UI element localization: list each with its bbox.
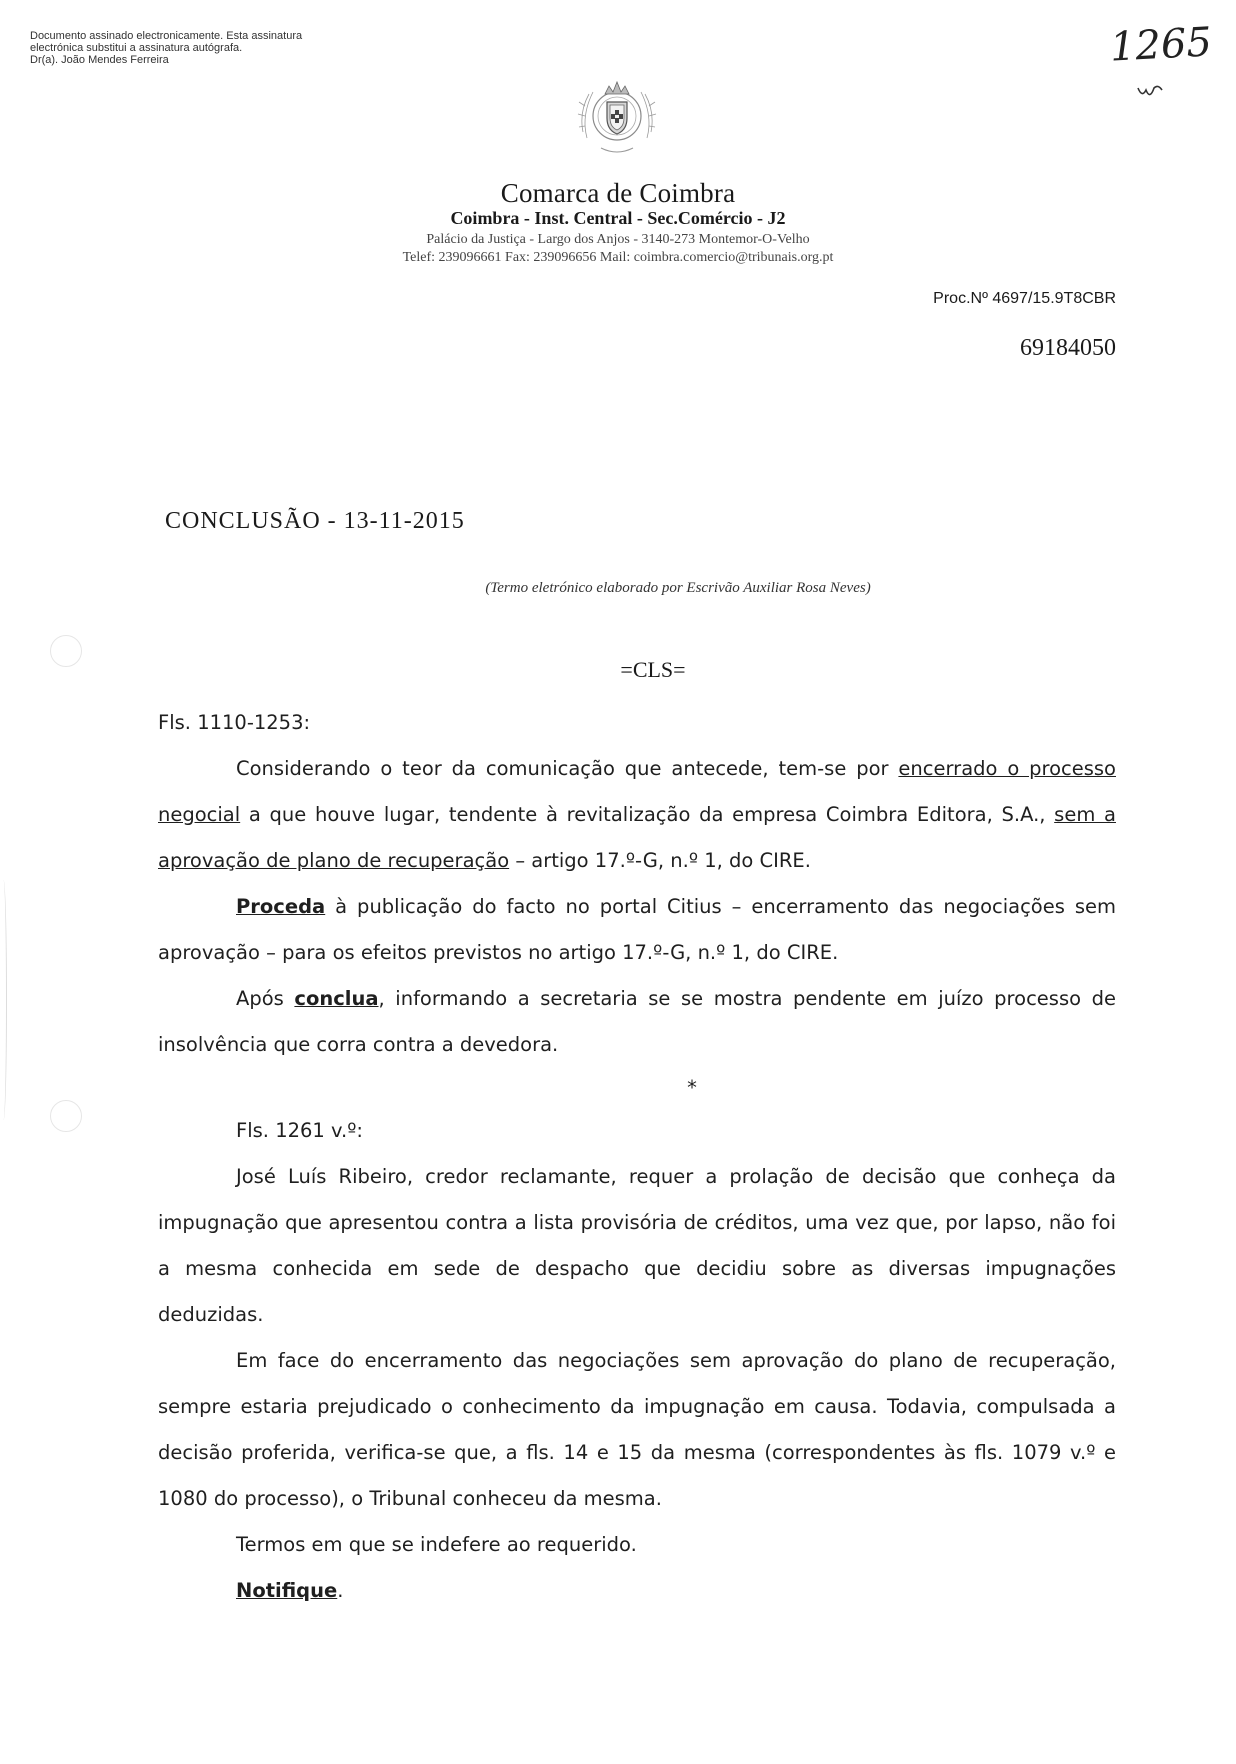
bold-underlined-text: Proceda — [236, 895, 326, 918]
punch-hole — [50, 1100, 82, 1132]
court-name: Comarca de Coimbra — [500, 178, 736, 208]
page-edge-shadow — [0, 880, 7, 1120]
punch-hole — [50, 635, 82, 667]
handwritten-initial-mark — [1136, 82, 1166, 102]
handwritten-page-number: 1265 — [1108, 19, 1213, 71]
cls-mark: =CLS= — [620, 657, 686, 682]
stamp-line: electrónica substitui a assinatura autógrafa. — [30, 42, 243, 54]
section2-paragraph-3: Termos em que se indefere ao requerido. — [236, 1533, 637, 1556]
text-run: Considerando o teor da comunicação que antecede, tem-se por — [236, 757, 899, 780]
text-run: Após — [236, 987, 295, 1010]
document-id: 69184050 — [1020, 335, 1116, 361]
closing-line: Notifique. — [236, 1579, 344, 1602]
order-body — [158, 700, 1116, 1614]
court-address: Palácio da Justiça - Largo dos Anjos - 3140-273 Montemor-O-Velho — [426, 232, 810, 247]
section2-paragraph-2: Em face do encerramento das negociações sem aprovação do plano de recuperação, sempre estaria prejudicado o conhecimento da impugnação em causa. Todavia, compulsada a decisão proferida, verifica-se que, a fls. 14 e 15 da mesma (correspondentes às fls. 1079 v.º e 1080 do processo), o Tribunal conheceu da mesma. — [158, 1349, 1116, 1510]
portuguese-coat-of-arms-emblem — [575, 72, 659, 160]
text-run: à publicação do facto no portal Citius – encerramento das negociações sem aprovação – para os efeitos previstos no artigo 17.º-G, n.º 1, do CIRE. — [158, 895, 1116, 964]
section1-heading: Fls. 1110-1253: — [158, 711, 311, 734]
term-note: (Termo eletrónico elaborado por Escrivão Auxiliar Rosa Neves) — [485, 580, 871, 596]
text-run: a que houve lugar, tendente à revitalização da empresa Coimbra Editora, S.A., — [240, 803, 1055, 826]
underlined-text: sem a aprovação de plano de recuperação — [158, 803, 1116, 872]
electronic-signature-stamp — [30, 30, 302, 66]
process-number: Proc.Nº 4697/15.9T8CBR — [933, 290, 1116, 307]
section2-heading: Fls. 1261 v.º: — [236, 1119, 363, 1142]
section-separator: * — [687, 1076, 697, 1099]
section1-paragraph-3 — [158, 976, 1116, 1068]
underlined-text: encerrado o processo negocial — [158, 757, 1116, 826]
text-run: – artigo 17.º-G, n.º 1, do CIRE. — [509, 849, 811, 872]
text-run: , informando a secretaria se se mostra pendente em juízo processo de insolvência que corra contra a devedora. — [158, 987, 1116, 1056]
court-contacts: Telef: 239096661 Fax: 239096656 Mail: coimbra.comercio@tribunais.org.pt — [402, 250, 834, 265]
court-section: Coimbra - Inst. Central - Sec.Comércio - J2 — [450, 208, 786, 228]
conclusion-title: CONCLUSÃO - 13-11-2015 — [165, 508, 465, 534]
stamp-line: Documento assinado electronicamente. Esta assinatura — [30, 30, 303, 42]
stamp-line: Dr(a). João Mendes Ferreira — [30, 54, 169, 66]
bold-underlined-text: conclua — [294, 987, 379, 1010]
notify-instruction: Notifique — [236, 1579, 338, 1602]
section1-paragraph-1 — [158, 746, 1116, 884]
section1-paragraph-2 — [158, 884, 1116, 976]
section2-paragraph-1: José Luís Ribeiro, credor reclamante, requer a prolação de decisão que conheça da impugnação que apresentou contra a lista provisória de créditos, uma vez que, por lapso, não foi a mesma conhecida em sede de despacho que decidiu sobre as diversas impugnações deduzidas. — [158, 1165, 1116, 1326]
